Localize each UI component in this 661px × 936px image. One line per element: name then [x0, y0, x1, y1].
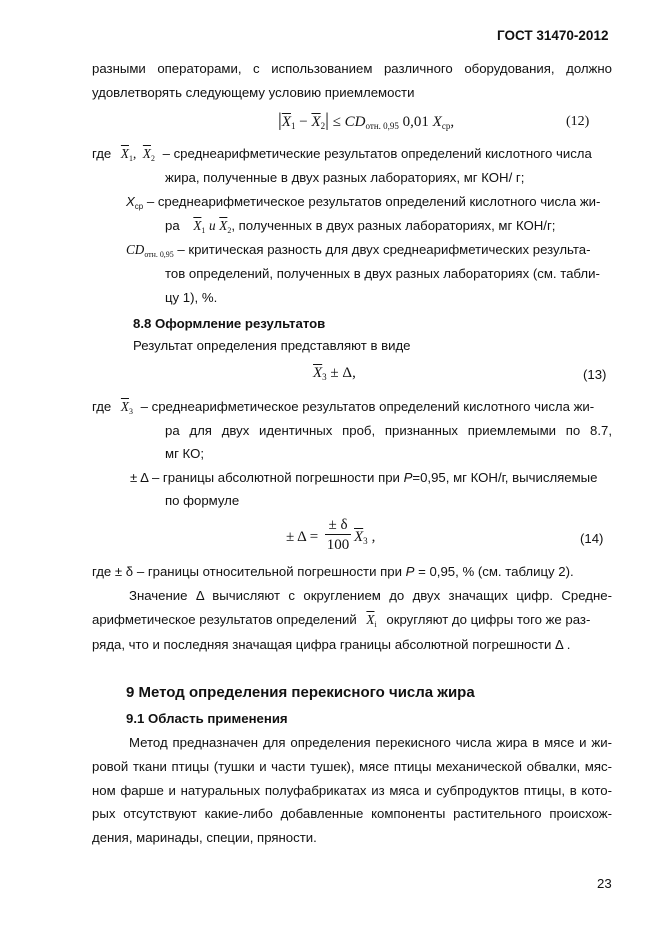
document-standard-number: ГОСТ 31470-2012 — [497, 28, 609, 43]
after-14-line-3-x: $\overline{X}$ — [366, 612, 375, 627]
formula-13-delta: Δ — [342, 365, 353, 381]
after-14-line-1 — [92, 564, 574, 579]
defs-13-x-sub: 3 — [128, 406, 133, 416]
page-number: 23 — [597, 876, 612, 891]
section-9-line-4: рых отсутствуют какие-либо добавленные компоненты растительного происхож- — [92, 806, 612, 821]
after-14-line-1-pre: где ± δ – границы относительной погрешности при — [92, 564, 406, 579]
defs-12-d3-continuation-1: тов определений, полученных в двух разных лабораториях (см. табли- — [165, 266, 600, 281]
defs-13-x: $\overline{X}$ — [120, 399, 129, 414]
formula-12-x1: $\overline{X}$ — [281, 114, 291, 130]
defs-12-x1: $\overline{X}$ — [120, 146, 129, 161]
formula-14-number: (14) — [580, 531, 604, 546]
defs-12-d1-continuation: жира, полученные в двух разных лабораториях, мг КОН/ г; — [165, 170, 525, 185]
formula-14-x-sub: 3 — [363, 536, 368, 547]
formula-12-xs: X — [432, 114, 442, 130]
after-14-line-1-post: = 0,95, % (см. таблицу 2). — [414, 564, 574, 579]
defs-12-d3-continuation-2: цу 1), %. — [165, 290, 218, 305]
defs-13-d2-continuation: по формуле — [165, 493, 240, 508]
formula-13-x: $\overline{X}$ — [313, 365, 323, 381]
formula-12-abs-right: | — [325, 110, 329, 131]
defs-12-x2: $\overline{X}$ — [142, 146, 151, 161]
after-14-line-2: Значение Δ вычисляют с округлением до двух значащих цифр. Средне- — [129, 588, 612, 603]
formula-14-x-sym: $\overline{X}$ — [354, 529, 364, 545]
formula-13-pm: ± — [330, 365, 339, 381]
formula-14-fraction — [325, 516, 351, 555]
defs-12-line-3 — [126, 242, 590, 259]
defs-12-line-2 — [126, 194, 600, 211]
formula-13-comma: , — [352, 365, 356, 381]
formula-13-number: (13) — [583, 367, 607, 382]
defs-12-cd-sub: отн. 0,95 — [144, 249, 174, 259]
defs-12-line-1 — [92, 146, 592, 163]
formula-14-x — [354, 529, 375, 546]
formula-12-le: ≤ — [332, 114, 341, 130]
defs-12-d2-c-x1-sub: 1 — [201, 225, 206, 235]
defs-12-d2-c-and: и — [209, 218, 216, 233]
defs-13-d1-text: – среднеарифметическое результатов определений кислотного числа жи- — [140, 399, 595, 414]
defs-13-d2-p: P — [403, 470, 413, 485]
section-9-line-2: ровой ткани птицы (тушки и части тушек), мясе птицы механической обвалки, мяс- — [92, 759, 612, 774]
formula-13-x-sub: 3 — [322, 372, 327, 383]
formula-12-coefficient: 0,01 — [402, 114, 429, 130]
defs-12-x1-sub: 1 — [128, 153, 133, 163]
section-8-8-text: Результат определения представляют в виде — [133, 338, 411, 353]
defs-12-d2-c-pre: ра — [165, 218, 180, 233]
formula-14-denominator: 100 — [326, 537, 350, 553]
defs-12-x2-sub: 2 — [150, 153, 155, 163]
defs-12-where: где — [92, 146, 112, 161]
defs-12-d2-c-x2-sub: 2 — [227, 225, 232, 235]
defs-13-where: где — [92, 399, 112, 414]
intro-line-2: удовлетворять следующему условию приемлемости — [92, 85, 415, 100]
defs-12-d2-c-post: , полученных в двух разных лабораториях, мг КОН/г; — [231, 218, 556, 233]
formula-12-x2-sub: 2 — [320, 121, 326, 132]
section-9-heading: 9 Метод определения перекисного числа жира — [126, 684, 475, 701]
defs-12-sep: , — [132, 146, 137, 161]
defs-12-d3-text: – критическая разность для двух среднеарифметических результа- — [177, 242, 591, 257]
after-14-line-3-pre: арифметическое результатов определений — [92, 612, 357, 627]
formula-14-lhs: ± Δ = — [286, 529, 319, 545]
formula-12 — [278, 110, 454, 132]
formula-12-x1-sub: 1 — [290, 121, 296, 132]
section-9-line-3: ном фарше и натуральных полуфабрикатах из мяса и субпродуктов птицы, в кото- — [92, 783, 612, 798]
defs-13-line-1 — [92, 399, 594, 416]
after-14-line-4: ряда, что и последняя значащая цифра границы абсолютной погрешности Δ . — [92, 637, 571, 652]
formula-13 — [313, 365, 356, 382]
defs-13-d1-continuation-2: мг КО; — [165, 446, 204, 461]
defs-13-pm-delta: ± Δ — [130, 470, 149, 485]
after-14-line-3-post: округляют до цифры того же раз- — [386, 612, 591, 627]
formula-12-comma: , — [450, 114, 455, 130]
formula-12-x2: $\overline{X}$ — [311, 114, 321, 130]
after-14-line-3 — [92, 612, 612, 629]
section-8-8-heading: 8.8 Оформление результатов — [133, 316, 326, 331]
defs-12-d2-c-x1: $\overline{X}$ — [193, 218, 202, 233]
section-9-line-1: Метод предназначен для определения перекисного числа жира в мясе и жи- — [129, 735, 612, 750]
defs-12-xcp-sub: ср — [134, 201, 144, 211]
defs-12-cd: CD — [126, 242, 145, 257]
formula-14-comma: , — [371, 529, 376, 545]
formula-12-minus: − — [299, 114, 308, 130]
formula-12-xs-sub: ср — [441, 121, 451, 132]
formula-12-abs-left: | — [278, 110, 282, 131]
defs-13-d1-continuation-1: ра для двух идентичных проб, признанных приемлемыми по 8.7, — [165, 423, 612, 438]
after-14-line-1-p: P — [405, 564, 415, 579]
formula-14-numerator: ± δ — [325, 516, 351, 535]
defs-13-d2-post: =0,95, мг КОН/г, вычисляемые — [412, 470, 598, 485]
defs-12-xcp: X — [126, 194, 135, 209]
formula-12-cd: CD — [344, 114, 366, 130]
section-9-1-heading: 9.1 Область применения — [126, 711, 288, 726]
formula-12-cd-sub: отн. 0,95 — [365, 121, 399, 132]
defs-13-line-2 — [130, 470, 598, 485]
intro-line-1: разными операторами, с использованием различного оборудования, должно — [92, 61, 612, 76]
defs-12-d2-text: – среднеарифметическое результатов определений кислотного числа жи- — [146, 194, 601, 209]
defs-13-d2-pre: – границы абсолютной погрешности при — [151, 470, 404, 485]
section-9-line-5: дения, маринады, специи, пряности. — [92, 830, 317, 845]
formula-12-number: (12) — [566, 114, 590, 129]
defs-12-d2-c-x2: $\overline{X}$ — [219, 218, 228, 233]
defs-12-d2-continuation — [165, 218, 555, 235]
defs-12-d1-text: – среднеарифметические результатов определений кислотного числа — [162, 146, 592, 161]
after-14-line-3-x-sub: i — [374, 619, 377, 629]
